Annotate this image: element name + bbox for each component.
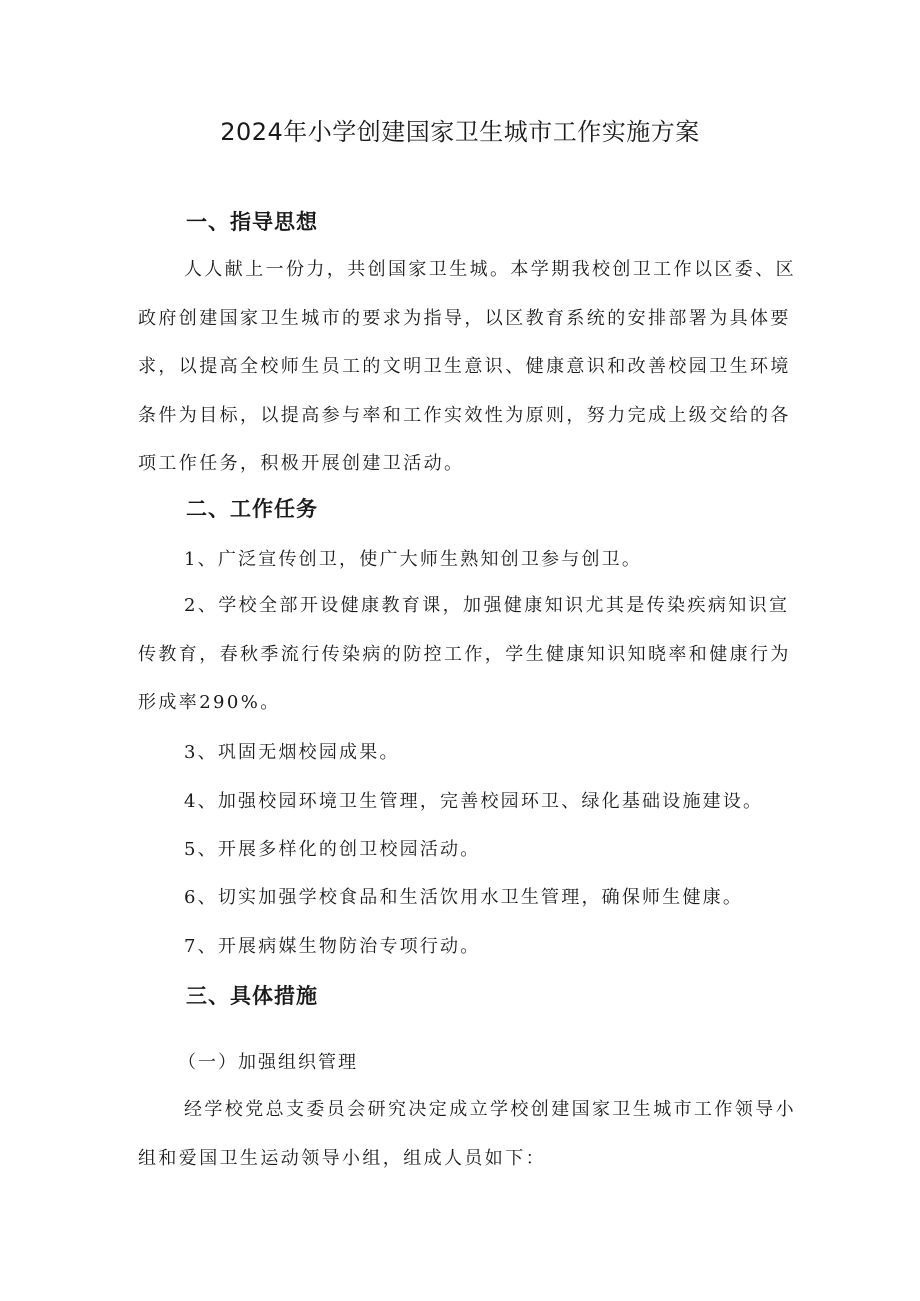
subsection-heading-organization: （一）加强组织管理 [178, 1052, 358, 1073]
section-heading-work-tasks: 二、工作任务 [186, 497, 318, 521]
task-item: 7、开展病媒生物防治专项行动。 [184, 936, 481, 957]
document-title: 2024年小学创建国家卫生城市工作实施方案 [220, 118, 700, 146]
section-paragraph-guiding-ideology: 人人献上一份力，共创国家卫生城。本学期我校创卫工作以区委、区政府创建国家卫生城市的要求为指导，以区教育系统的安排部署为具体要求，以提高全校师生员工的文明卫生意识、健康意识和改善校园卫生环境条件为目标，以提高参与率和工作实效性为原则，努力完成上级交给的各项工作任务，积极开展创建卫活动。 [138, 259, 796, 474]
task-item: 2、学校全部开设健康教育课，加强健康知识尤其是传染疾病知识宣传教育，春秋季流行传染病的防控工作，学生健康知识知晓率和健康行为形成率290%。 [138, 595, 791, 713]
task-item: 6、切实加强学校食品和生活饮用水卫生管理，确保师生健康。 [184, 887, 744, 908]
task-item: 4、加强校园环境卫生管理，完善校园环卫、绿化基础设施建设。 [184, 791, 764, 812]
task-item: 1、广泛宣传创卫，使广大师生熟知创卫参与创卫。 [184, 549, 643, 570]
section-heading-guiding-ideology: 一、指导思想 [186, 210, 318, 234]
section-heading-specific-measures: 三、具体措施 [186, 984, 318, 1008]
task-item: 3、巩固无烟校园成果。 [184, 742, 400, 763]
section-paragraph-specific-measures: 经学校党总支委员会研究决定成立学校创建国家卫生城市工作领导小组和爱国卫生运动领导小组，组成人员如下： [138, 1099, 796, 1169]
task-item: 5、开展多样化的创卫校园活动。 [184, 839, 481, 860]
